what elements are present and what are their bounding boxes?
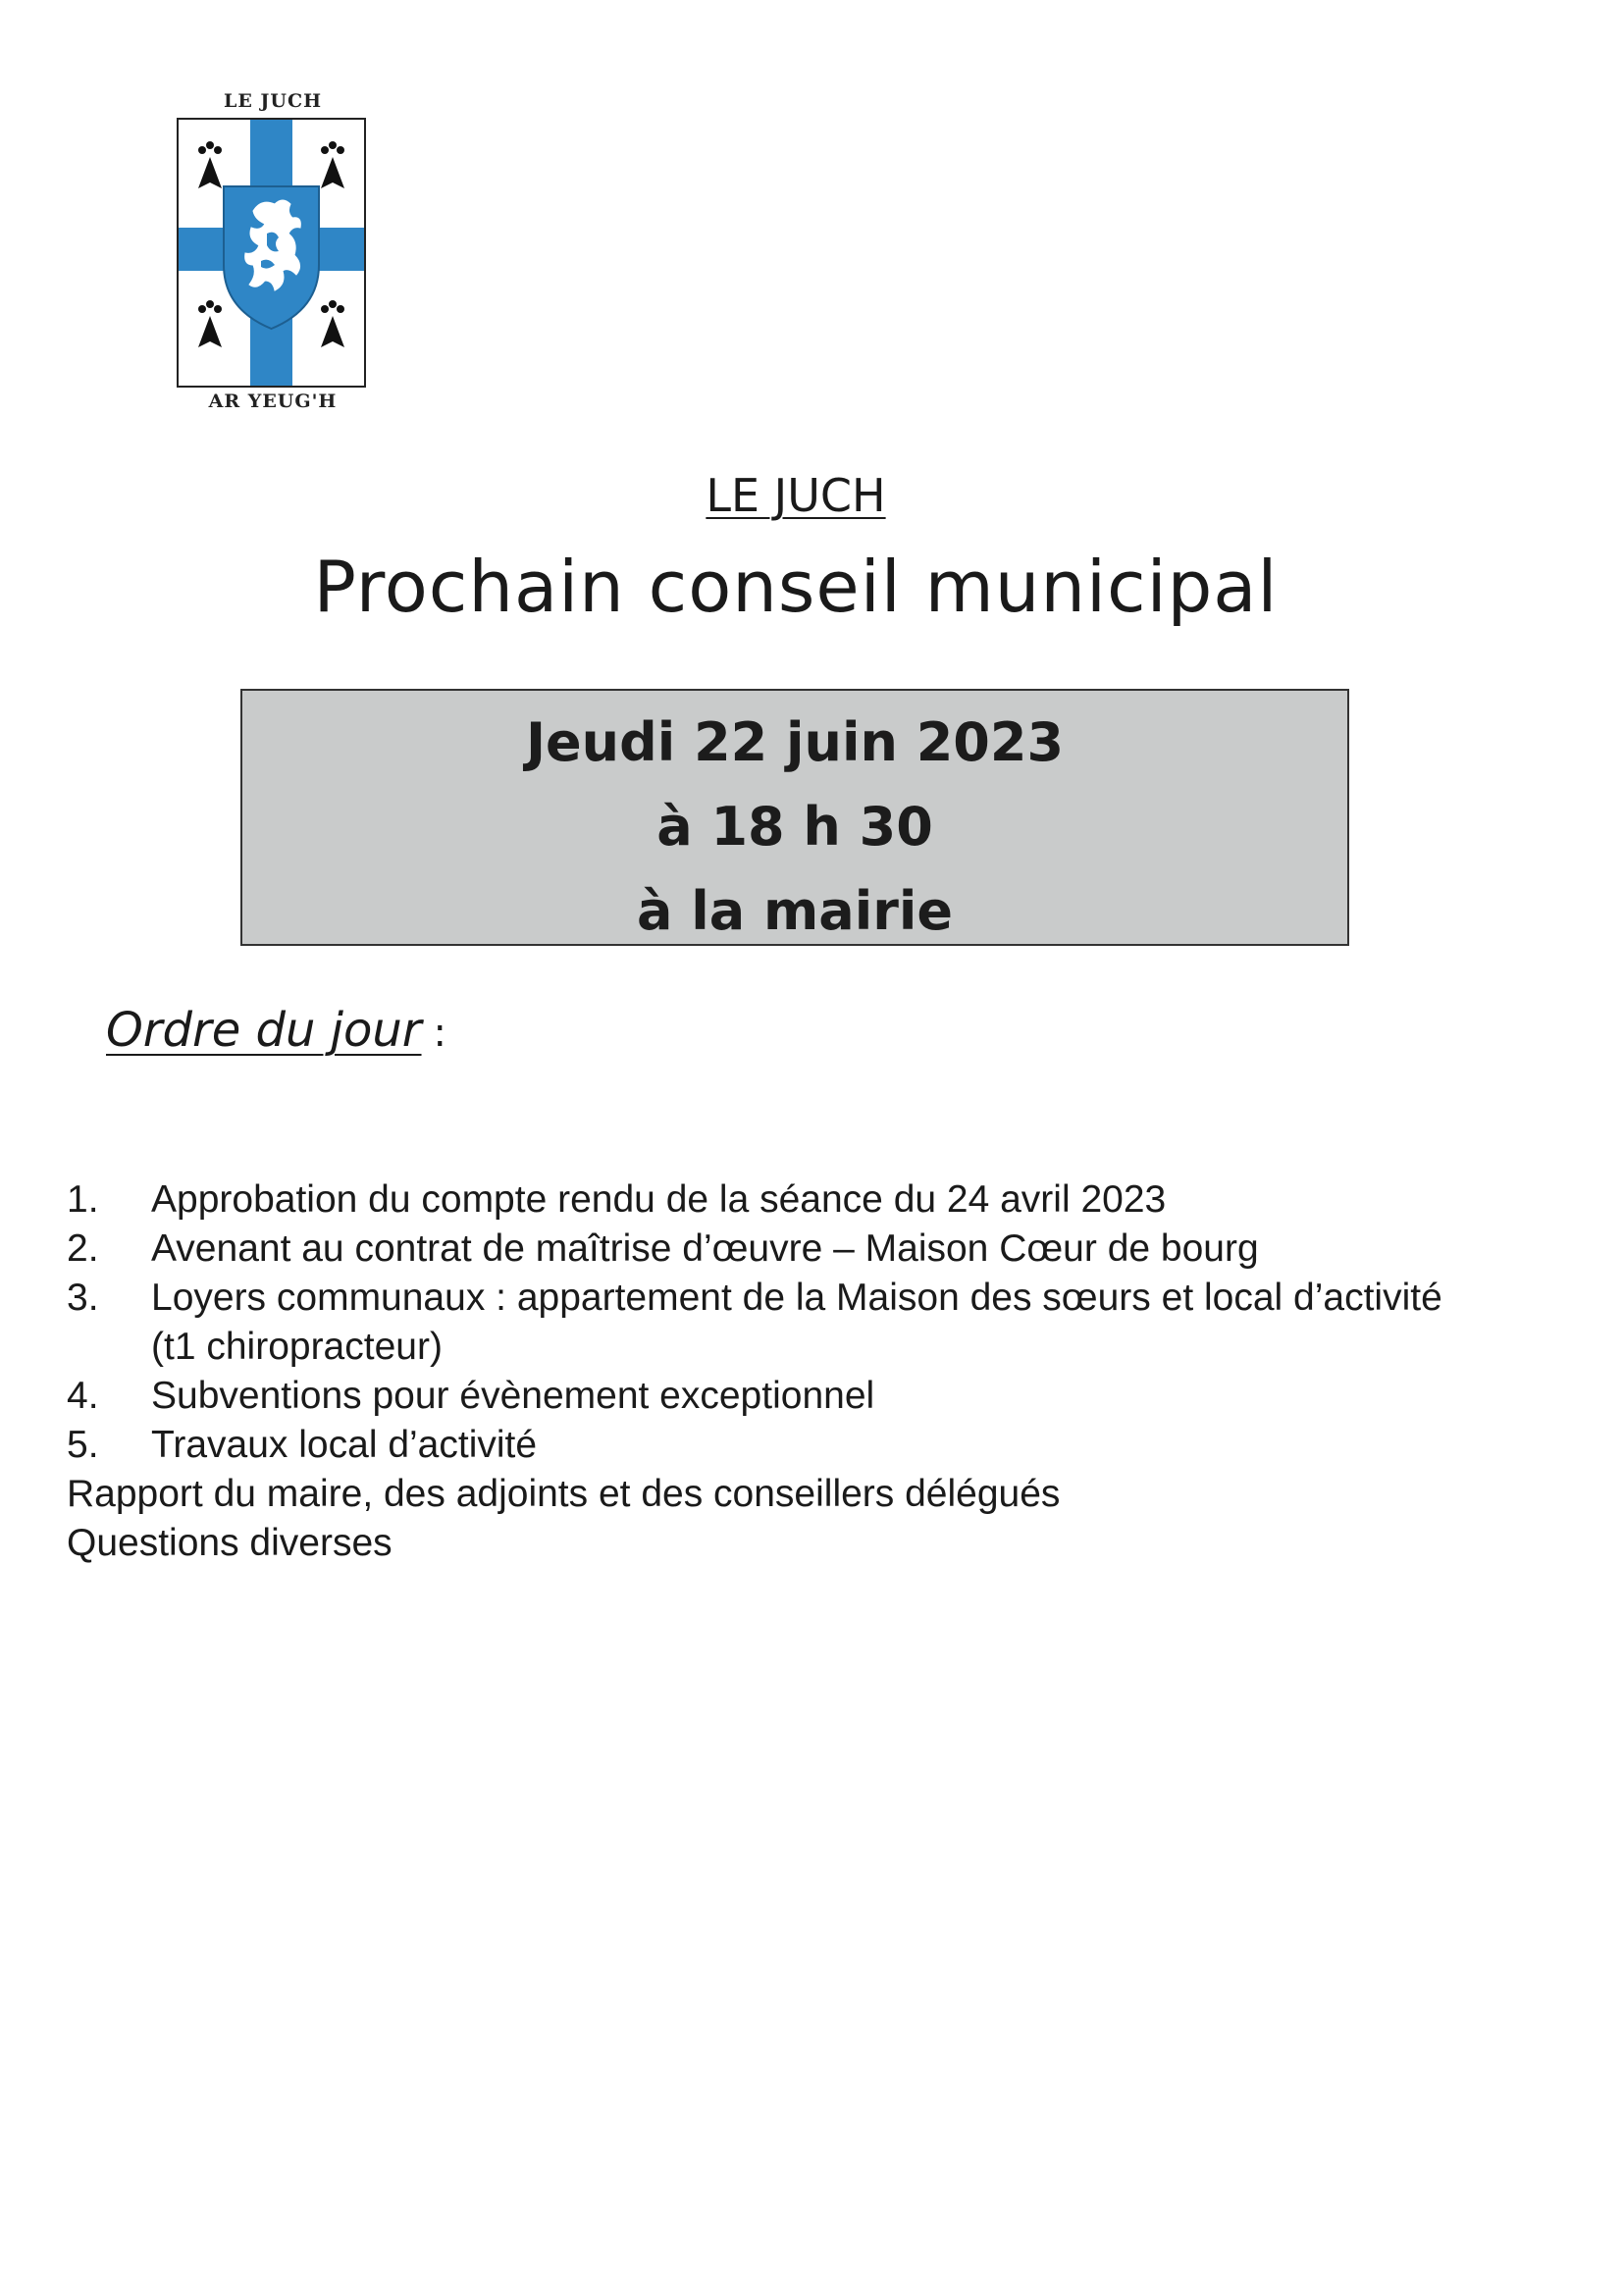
agenda-item [67, 1225, 1460, 1274]
agenda-item-number: 5. [67, 1424, 99, 1466]
agenda-item-number: 1. [67, 1178, 99, 1221]
organization-name-text: LE JUCH [706, 469, 886, 522]
agenda-item-number: 3. [67, 1277, 99, 1319]
agenda-heading-text: Ordre du jour [106, 1003, 422, 1058]
agenda-item [67, 1175, 1460, 1225]
meeting-info-box [240, 689, 1349, 946]
meeting-time: à 18 h 30 [656, 796, 933, 858]
meeting-date: Jeudi 22 juin 2023 [525, 711, 1065, 773]
crest-bottom-text: AR YEUG'H [208, 391, 338, 412]
agenda-item [67, 1274, 1460, 1372]
agenda-heading [106, 1003, 446, 1058]
agenda-list [67, 1175, 1460, 1568]
agenda-item [67, 1421, 1460, 1470]
crest-top-text: LE JUCH [223, 90, 323, 112]
agenda-item-text: Avenant au contrat de maîtrise d’œuvre – Maison Cœur de bourg [151, 1227, 1259, 1270]
meeting-place: à la mairie [637, 880, 953, 942]
agenda-item [67, 1372, 1460, 1421]
agenda-heading-colon: : [433, 1011, 446, 1056]
agenda-item-text: Travaux local d’activité [151, 1424, 538, 1466]
agenda-item-text: Subventions pour évènement exceptionnel [151, 1375, 875, 1417]
organization-name [0, 469, 1592, 522]
coat-of-arms-logo [177, 118, 366, 388]
agenda-item-text: Approbation du compte rendu de la séance du 24 avril 2023 [151, 1178, 1167, 1221]
agenda-item-text: Loyers communaux : appartement de la Maison des sœurs et local d’activité (t1 chiropracteur) [151, 1277, 1442, 1368]
agenda-item-number: 4. [67, 1375, 99, 1417]
document-title: Prochain conseil municipal [313, 546, 1279, 628]
agenda-extra-line: Rapport du maire, des adjoints et des conseillers délégués [67, 1473, 1061, 1515]
agenda-item-number: 2. [67, 1227, 99, 1270]
agenda-extra-line: Questions diverses [67, 1522, 393, 1564]
